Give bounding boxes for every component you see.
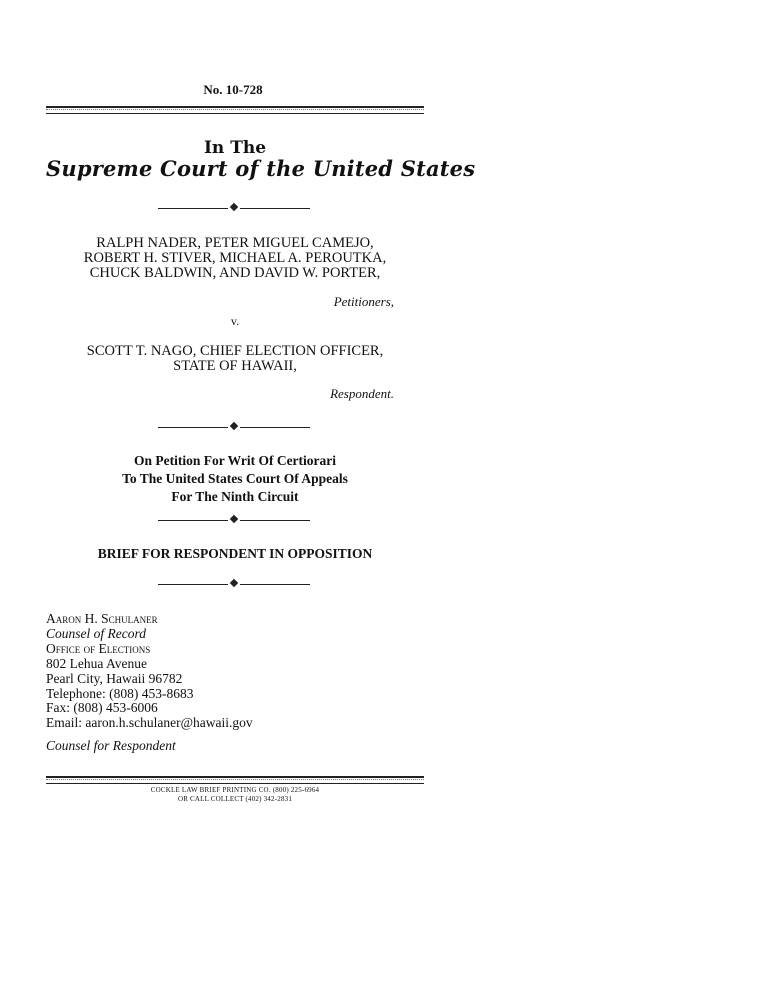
- counsel-office: Office of Elections: [46, 640, 151, 656]
- petitioners-role: Petitioners,: [333, 294, 394, 309]
- printer-line: COCKLE LAW BRIEF PRINTING CO. (800) 225-6964: [150, 786, 320, 794]
- petitioners-line: CHUCK BALDWIN, AND DAVID W. PORTER,: [89, 265, 381, 281]
- section-divider: [158, 514, 310, 526]
- court-name: Supreme Court of the United States: [46, 156, 476, 181]
- counsel-role: Counsel for Respondent: [46, 738, 176, 754]
- top-double-rule: [46, 106, 424, 114]
- petition-line: To The United States Court Of Appeals: [122, 471, 348, 486]
- respondent-line: STATE OF HAWAII,: [173, 358, 297, 374]
- counsel-address-line: Pearl City, Hawaii 96782: [46, 670, 183, 686]
- petition-line: For The Ninth Circuit: [171, 489, 299, 504]
- printer-imprint: [46, 786, 424, 804]
- counsel-email: Email: aaron.h.schulaner@hawaii.gov: [46, 715, 253, 731]
- counsel-block: [46, 612, 253, 754]
- counsel-name: Aaron H. Schulaner: [46, 611, 158, 626]
- respondent-names: [46, 344, 424, 374]
- respondent-line: SCOTT T. NAGO, CHIEF ELECTION OFFICER,: [86, 343, 384, 359]
- versus: v.: [230, 314, 240, 328]
- caption-in-the: In The: [203, 138, 267, 158]
- docket-number: No. 10-728: [203, 82, 263, 97]
- respondent-role: Respondent.: [330, 386, 394, 401]
- petitioners-names: [46, 236, 424, 281]
- counsel-telephone: Telephone: (808) 453-8683: [46, 685, 194, 701]
- printer-line: OR CALL COLLECT (402) 342-2831: [177, 795, 293, 803]
- bottom-double-rule: [46, 776, 424, 784]
- petition-heading: [46, 452, 424, 506]
- petition-line: On Petition For Writ Of Certiorari: [133, 453, 337, 468]
- petitioners-line: ROBERT H. STIVER, MICHAEL A. PEROUTKA,: [83, 250, 387, 266]
- counsel-address-line: 802 Lehua Avenue: [46, 655, 147, 671]
- counsel-fax: Fax: (808) 453-6006: [46, 700, 158, 716]
- brief-title: BRIEF FOR RESPONDENT IN OPPOSITION: [97, 546, 373, 561]
- section-divider: [158, 578, 310, 590]
- section-divider: [158, 421, 310, 433]
- section-divider: [158, 202, 310, 214]
- petitioners-line: RALPH NADER, PETER MIGUEL CAMEJO,: [96, 235, 374, 251]
- counsel-title: Counsel of Record: [46, 625, 146, 641]
